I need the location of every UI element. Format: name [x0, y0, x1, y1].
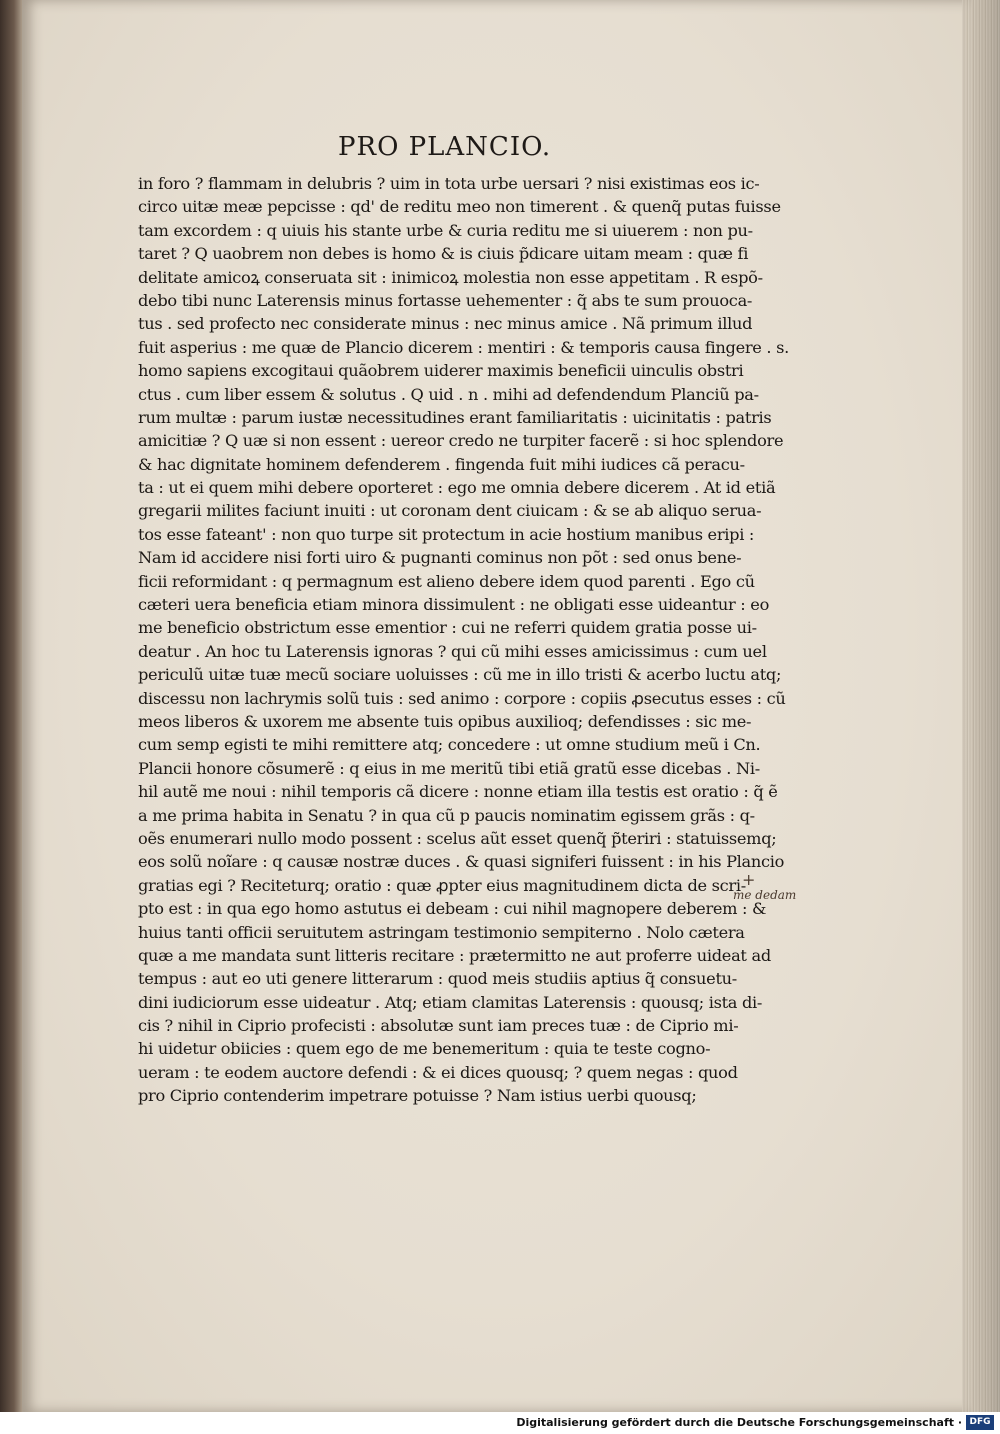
text-line: gratias egi ? Reciteturq; oratio : quæ ꝓpter eius magnitudinem dicta de scri-: [138, 875, 746, 895]
footer-bar: [0, 1412, 1000, 1434]
text-line: oẽs enumerari nullo modo possent : scelus aũt esset quenq̃ p̃teriri : statuissemq;: [138, 828, 777, 848]
text-line: & hac dignitate hominem defenderem . fingenda fuit mihi iudices cã peracu-: [138, 454, 745, 474]
text-line: tus . sed profecto nec considerate minus : nec minus amice . Nã primum illud: [138, 314, 753, 334]
text-line: gregarii milites faciunt inuiti : ut coronam dent ciuicam : & se ab aliquo serua-: [138, 501, 762, 521]
text-line: ficii reformidant : q permagnum est alieno debere idem quod parenti . Ego cũ: [138, 571, 755, 591]
text-line: homo sapiens excogitaui quãobrem uiderer maximis beneficii uinculis obstri: [138, 361, 744, 381]
text-line: ta : ut ei quem mihi debere oporteret : ego me omnia debere dicerem . At id etiã: [138, 478, 776, 498]
text-line: cis ? nihil in Ciprio profecisti : absolutæ sunt iam preces tuæ : de Ciprio mi-: [138, 1016, 739, 1036]
text-line: tempus : aut eo uti genere litterarum : quod meis studiis aptius q̃ consuetu-: [138, 969, 737, 989]
text-line: periculũ uitæ tuæ mecũ sociare uoluisses : cũ me in illo tristi & acerbo luctu atq;: [138, 665, 782, 685]
text-line: hi uidetur obiicies : quem ego de me benemeritum : quia te teste cogno-: [138, 1039, 711, 1059]
text-line: taret ? Q uaobrem non debes is homo & is ciuis p̃dicare uitam meam : quæ fi: [138, 244, 749, 264]
dfg-logo: DFG: [966, 1415, 994, 1430]
text-line: meos liberos & uxorem me absente tuis opibus auxilioq; defendisses : sic me-: [138, 711, 752, 731]
text-line: Nam id accidere nisi forti uiro & pugnanti cominus non põt : sed onus bene-: [138, 548, 742, 568]
text-line: discessu non lachrymis solũ tuis : sed animo : corpore : copiis ꝓsecutus esses : cũ: [138, 688, 786, 708]
text-line: tam excordem : q uiuis his stante urbe & curia reditu me si uiuerem : non pu-: [138, 220, 753, 240]
text-line: debo tibi nunc Laterensis minus fortasse uehementer : q̃ abs te sum prouoca-: [138, 290, 753, 310]
text-line: pto est : in qua ego homo astutus ei debeam : cui nihil magnopere deberem : &: [138, 899, 767, 919]
text-line: hil autẽ me noui : nihil temporis cã dicere : nonne etiam illa testis est oratio : q̃ ẽ: [138, 782, 778, 802]
text-line: circo uitæ meæ pepcisse : qd' de reditu meo non timerent . & quenq̃ putas fuisse: [138, 197, 781, 217]
margin-note-mark: +: [742, 870, 756, 889]
text-line: cum semp egisti te mihi remittere atq; concedere : ut omne studium meũ i Cn.: [138, 735, 761, 755]
funding-credit: Digitalisierung gefördert durch die Deutsche Forschungsgemeinschaft ·: [516, 1416, 962, 1429]
text-line: cæteri uera beneficia etiam minora dissimulent : ne obligati esse uideantur : eo: [138, 595, 770, 615]
text-line: Plancii honore cõsumerẽ : q eius in me meritũ tibi etiã gratũ esse dicebas . Ni-: [138, 758, 760, 778]
text-line: quæ a me mandata sunt litteris recitare : prætermitto ne aut proferre uideat ad: [138, 945, 771, 965]
running-head: PRO PLANCIO.: [338, 132, 552, 162]
text-line: delitate amicoꝝ conseruata sit : inimicoꝝ molestia non esse appetitam . R espõ-: [138, 267, 763, 287]
text-line: fuit asperius : me quæ de Plancio dicerem : mentiri : & temporis causa fingere . s.: [138, 337, 789, 357]
text-line: amicitiæ ? Q uæ si non essent : uereor credo ne turpiter facerẽ : si hoc splendore: [138, 431, 784, 451]
text-line: in foro ? flammam in delubris ? uim in tota urbe uersari ? nisi existimas eos ic-: [138, 174, 760, 193]
text-line: a me prima habita in Senatu ? in qua cũ p paucis nominatim egissem grãs : q-: [138, 805, 755, 825]
text-line: pro Ciprio contenderim impetrare potuisse ? Nam istius uerbi quousq;: [138, 1086, 697, 1106]
text-line: ctus . cum liber essem & solutus . Q uid . n . mihi ad defendendum Planciũ pa-: [138, 384, 759, 404]
text-line: tos esse fateant' : non quo turpe sit protectum in acie hostium manibus eripi :: [138, 524, 755, 544]
margin-note-text: me dedam: [733, 888, 797, 902]
text-line: ueram : te eodem auctore defendi : & ei dices quousq; ? quem negas : quod: [138, 1062, 738, 1082]
text-line: deatur . An hoc tu Laterensis ignoras ? qui cũ mihi esses amicissimus : cum uel: [138, 641, 767, 661]
text-line: dini iudiciorum esse uideatur . Atq; etiam clamitas Laterensis : quousq; ista di-: [138, 992, 763, 1012]
text-line: huius tanti officii seruitutem astringam testimonio sempiterno . Nolo cætera: [138, 922, 745, 942]
page-edges: [962, 0, 1000, 1412]
text-line: me beneficio obstrictum esse ementior : cui ne referri quidem gratia posse ui-: [138, 618, 757, 638]
text-line: rum multæ : parum iustæ necessitudines erant familiaritatis : uicinitatis : patris: [138, 407, 772, 427]
text-line: eos solũ noĩare : q causæ nostræ duces . & quasi signiferi fuissent : in his Plancio: [138, 852, 785, 872]
